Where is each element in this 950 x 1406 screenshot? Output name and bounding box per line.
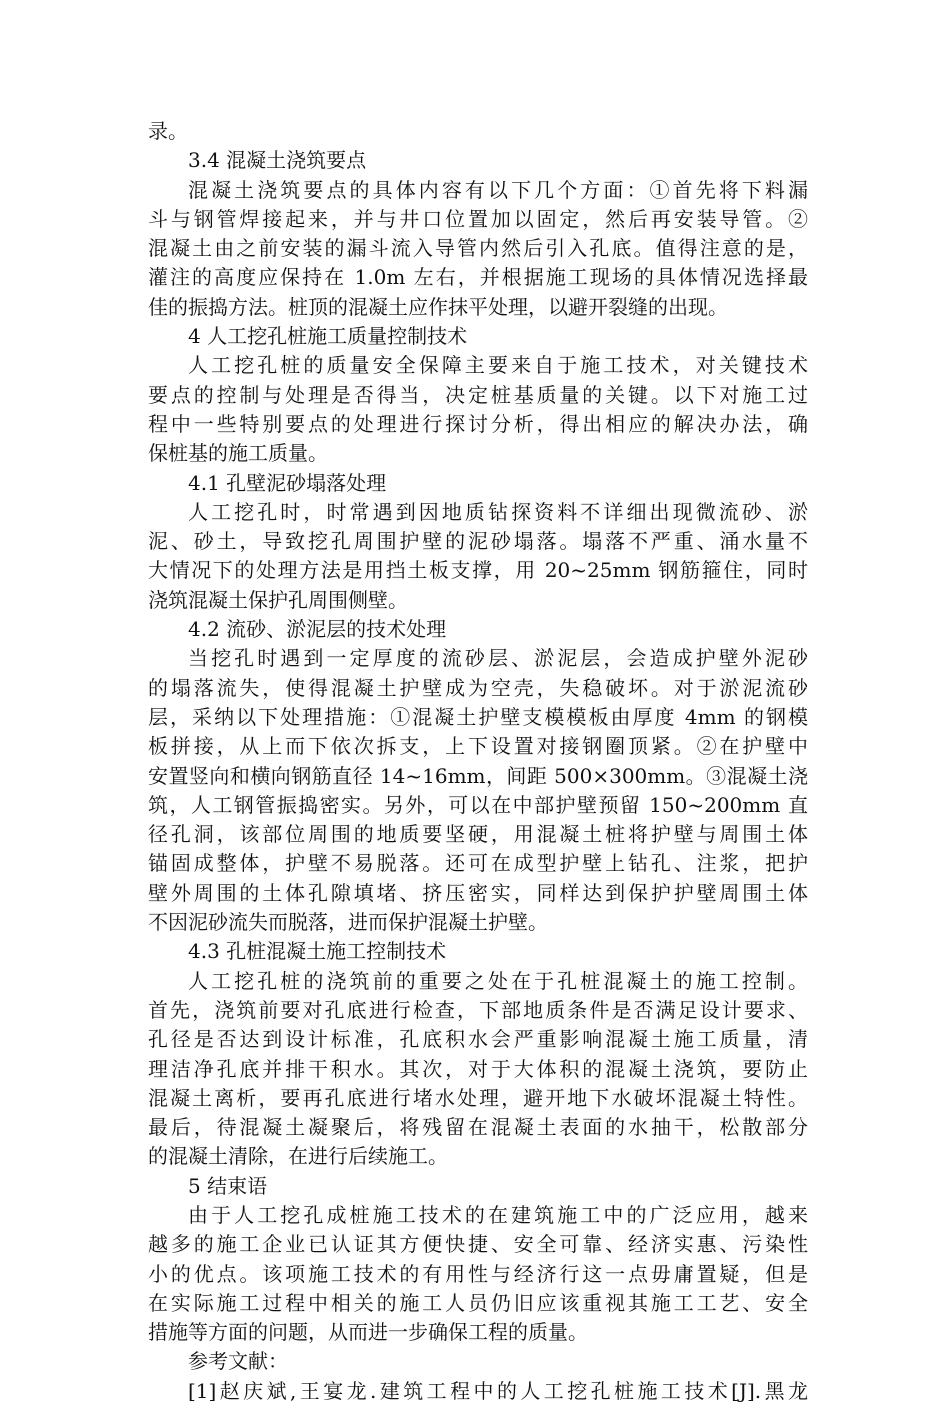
text-line: 最后，待混凝土凝聚后，将残留在混凝土表面的水抽干，松散部分 (148, 1115, 808, 1140)
text-line: 越多的施工企业已认证其方便快捷、安全可靠、经济实惠、污染性 (148, 1232, 808, 1257)
text-line: 小的优点。该项施工技术的有用性与经济行这一点毋庸置疑，但是 (148, 1261, 808, 1286)
text-line: 板拼接，从上而下依次拆支，上下设置对接钢圈顶紧。②在护壁中 (148, 734, 808, 759)
text-line: 的塌落流失，使得混凝土护壁成为空壳，失稳破坏。对于淤泥流砂 (148, 675, 808, 700)
text-line: 浇筑混凝土保护孔周围侧壁。 (148, 587, 408, 612)
text-line: 混凝土离析，要再孔底进行堵水处理，避开地下水破坏混凝土特性。 (148, 1085, 808, 1110)
text-line: 由于人工挖孔成桩施工技术的在建筑施工中的广泛应用，越来 (188, 1202, 808, 1227)
text-line: 在实际施工过程中相关的施工人员仍旧应该重视其施工工艺、安全 (148, 1290, 808, 1315)
text-line: 参考文献： (188, 1349, 288, 1374)
text-line: 斗与钢管焊接起来，并与井口位置加以固定，然后再安装导管。② (148, 206, 808, 231)
text-line: 当挖孔时遇到一定厚度的流砂层、淤泥层，会造成护壁外泥砂 (188, 646, 808, 671)
text-line: 混凝土浇筑要点的具体内容有以下几个方面：①首先将下料漏 (188, 177, 808, 202)
text-line: 不因泥砂流失而脱落，进而保护混凝土护壁。 (148, 910, 548, 935)
text-line: 的混凝土清除，在进行后续施工。 (148, 1144, 448, 1169)
text-line: 混凝土由之前安装的漏斗流入导管内然后引入孔底。值得注意的是， (148, 236, 808, 261)
text-line: 大情况下的处理方法是用挡土板支撑，用 20~25mm 钢筋箍住，同时 (148, 558, 808, 583)
text-line: 径孔洞，该部位周围的地质要坚硬，用混凝土桩将护壁与周围土体 (148, 822, 808, 847)
document-body (148, 117, 808, 1406)
text-line: 锚固成整体，护壁不易脱落。还可在成型护壁上钻孔、注浆，把护 (148, 851, 808, 876)
text-line: 理洁净孔底并排干积水。其次，对于大体积的混凝土浇筑，要防止 (148, 1056, 808, 1081)
text-line: 人工挖孔桩的浇筑前的重要之处在于孔桩混凝土的施工控制。 (188, 968, 808, 993)
text-line: 程中一些特别要点的处理进行探讨分析，得出相应的解决办法，确 (148, 411, 808, 436)
text-line: 4.3 孔桩混凝土施工控制技术 (188, 939, 447, 964)
text-line: 措施等方面的问题，从而进一步确保工程的质量。 (148, 1320, 588, 1345)
text-line: 孔径是否达到设计标准，孔底积水会严重影响混凝土施工质量，清 (148, 1027, 808, 1052)
text-line: 人工挖孔桩的质量安全保障主要来自于施工技术，对关键技术 (188, 353, 808, 378)
text-line: [1]赵庆斌,王宴龙.建筑工程中的人工挖孔桩施工技术[J].黑龙 (188, 1378, 808, 1403)
text-line: 人工挖孔时，时常遇到因地质钻探资料不详细出现微流砂、淤 (188, 499, 808, 524)
text-line: 层，采纳以下处理措施：①混凝土护壁支模模板由厚度 4mm 的钢模 (148, 704, 808, 729)
text-line: 灌注的高度应保持在 1.0m 左右，并根据施工现场的具体情况选择最 (148, 265, 808, 290)
text-line: 壁外周围的土体孔隙填堵、挤压密实，同样达到保护护壁周围土体 (148, 880, 808, 905)
text-line: 安置竖向和横向钢筋直径 14~16mm，间距 500×300mm。③混凝土浇 (148, 763, 808, 788)
text-line: 保桩基的施工质量。 (148, 441, 328, 466)
text-line: 3.4 混凝土浇筑要点 (188, 148, 367, 173)
text-line: 4.1 孔壁泥砂塌落处理 (188, 470, 387, 495)
text-line: 要点的控制与处理是否得当，决定桩基质量的关键。以下对施工过 (148, 382, 808, 407)
text-line: 首先，浇筑前要对孔底进行检查，下部地质条件是否满足设计要求、 (148, 997, 808, 1022)
text-line: 5 结束语 (188, 1173, 268, 1198)
text-line: 4 人工挖孔桩施工质量控制技术 (188, 324, 468, 349)
text-line: 录。 (148, 119, 188, 143)
text-line: 筑，人工钢管振捣密实。另外，可以在中部护壁预留 150~200mm 直 (148, 792, 808, 817)
text-line: 泥、砂土，导致挖孔周围护壁的泥砂塌落。塌落不严重、涌水量不 (148, 529, 808, 554)
text-line: 4.2 流砂、淤泥层的技术处理 (188, 617, 447, 642)
text-line: 佳的振捣方法。桩顶的混凝土应作抹平处理，以避开裂缝的出现。 (148, 294, 728, 319)
